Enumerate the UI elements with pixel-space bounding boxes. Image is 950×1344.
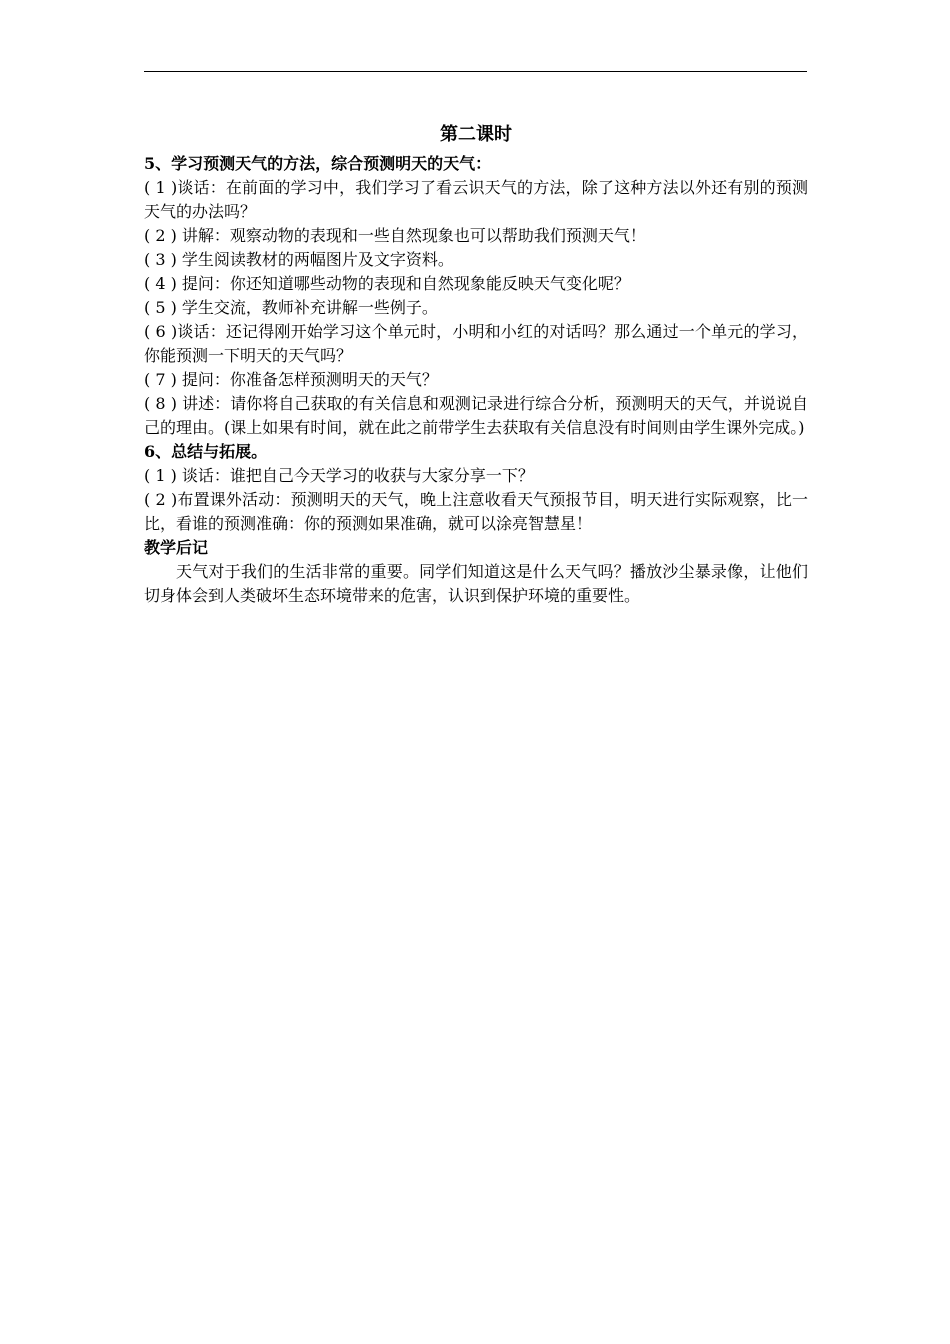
section-5-item-6: ( 6 )谈话：还记得刚开始学习这个单元时，小明和小红的对话吗？那么通过一个单元的学习，你能预测一下明天的天气吗？	[144, 322, 808, 365]
document-body	[144, 118, 808, 608]
postscript-text: 天气对于我们的生活非常的重要。同学们知道这是什么天气吗？播放沙尘暴录像，让他们切身体会到人类破坏生态环境带来的危害，认识到保护环境的重要性。	[144, 562, 808, 605]
section-5-item-3: ( 3 ) 学生阅读教材的两幅图片及文字资料。	[144, 250, 454, 269]
section-6-heading: 6、总结与拓展。	[144, 442, 268, 461]
section-5-item-2: ( 2 ) 讲解：观察动物的表现和一些自然现象也可以帮助我们预测天气！	[144, 226, 646, 245]
page-title: 第二课时	[440, 124, 512, 145]
header-rule	[144, 71, 807, 72]
section-5-item-8: ( 8 ) 讲述：请你将自己获取的有关信息和观测记录进行综合分析，预测明天的天气，并说说自己的理由。(课上如果有时间，就在此之前带学生去获取有关信息没有时间则由学生课外完成。)	[144, 394, 808, 437]
section-5-item-4: ( 4 ) 提问：你还知道哪些动物的表现和自然现象能反映天气变化呢？	[144, 274, 630, 293]
postscript-heading: 教学后记	[144, 538, 209, 557]
section-5-item-7: ( 7 ) 提问：你准备怎样预测明天的天气？	[144, 370, 438, 389]
section-6-item-1: ( 1 ) 谈话：谁把自己今天学习的收获与大家分享一下？	[144, 466, 534, 485]
section-6-item-2: ( 2 )布置课外活动：预测明天的天气，晚上注意收看天气预报节目，明天进行实际观察，比一比，看谁的预测准确：你的预测如果准确，就可以涂亮智慧星！	[144, 490, 808, 533]
section-5-item-1: ( 1 )谈话：在前面的学习中，我们学习了看云识天气的方法，除了这种方法以外还有别的预测天气的办法吗？	[144, 178, 808, 221]
section-5-heading: 5、学习预测天气的方法，综合预测明天的天气：	[144, 154, 492, 173]
section-5-item-5: ( 5 ) 学生交流，教师补充讲解一些例子。	[144, 298, 438, 317]
